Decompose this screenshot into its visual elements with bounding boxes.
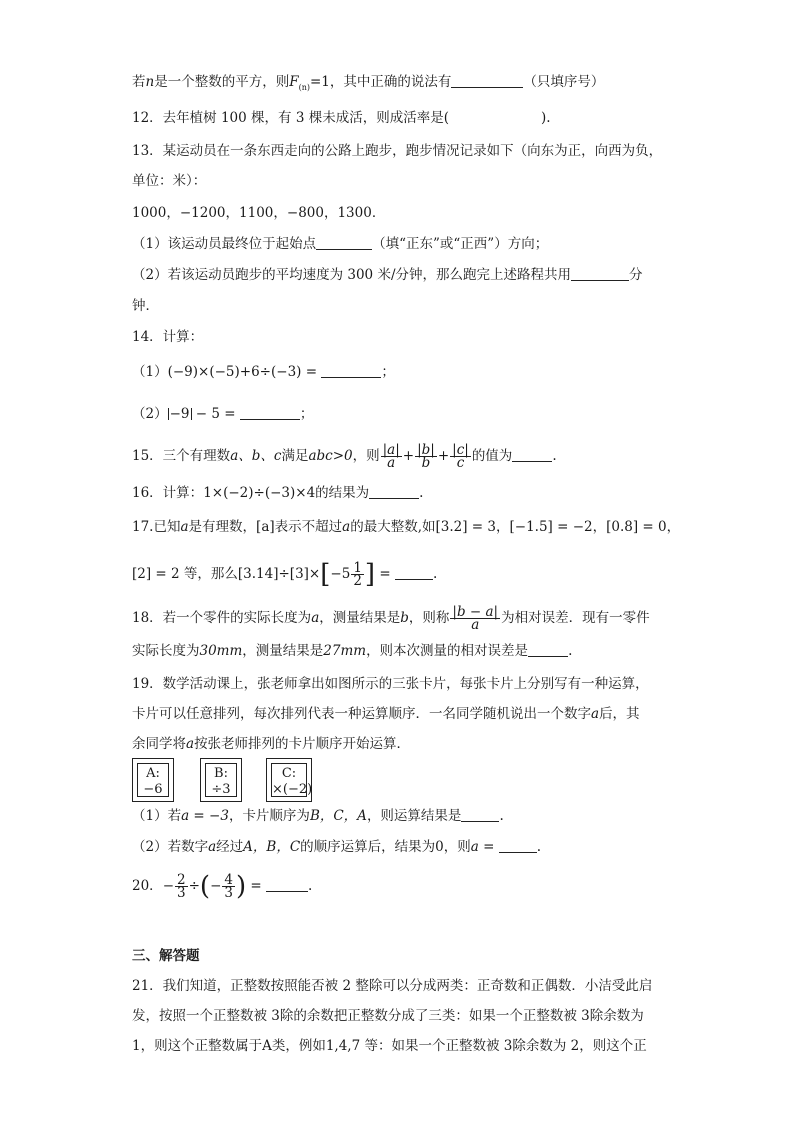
question-21-line2: 发，按照一个正整数被 3除的余数把正整数分成了三类：如果一个正整数被 3除余数为: [132, 1008, 644, 1024]
answer-blank[interactable]: [528, 642, 568, 657]
answer-blank[interactable]: [369, 484, 419, 499]
question-19-line2: 卡片可以任意排列，每次排列代表一种运算顺序．一名同学随机说出一个数字a后，其: [132, 706, 640, 722]
question-13-line1: 13．某运动员在一条东西走向的公路上跑步，跑步情况记录如下（向东为正，向西为负，: [132, 143, 663, 159]
question-21-line1: 21．我们知道，正整数按照能否被 2 整除可以分成两类：正奇数和正偶数．小洁受此启: [132, 978, 653, 994]
question-14-part2: （2） −9 − 5 = ；: [132, 406, 314, 422]
fraction-relative-error: $\frac{|b - a|}{a}$: [452, 604, 499, 633]
card-c: C: ×(−2): [266, 758, 312, 802]
section-heading: 三、解答题: [132, 948, 200, 964]
answer-blank[interactable]: [395, 565, 433, 580]
question-17-line1: 17.已知a是有理数，[a]表示不超过a的最大整数,如[3.2] = 3，[−1.5] = −2，[0.8] = 0，: [132, 519, 681, 535]
answer-blank[interactable]: [512, 447, 552, 462]
question-20: 20．− $\frac{2}{3}$ ÷(− $\frac{4}{3}$ ) = .: [132, 871, 313, 902]
answer-blank[interactable]: [266, 877, 308, 892]
card-b: B: ÷3: [200, 758, 242, 802]
question-19-line3: 余同学将a按张老师排列的卡片顺序开始运算．: [132, 736, 411, 752]
question-12: 12．去年植树 100 棵，有 3 棵未成活，则成活率是( ).: [132, 110, 551, 126]
question-13-part1: （1）该运动员最终位于起始点 （填“正东”或“正西”）方向；: [132, 236, 549, 252]
answer-blank[interactable]: [499, 838, 537, 853]
question-15: 15．三个有理数a、b、c满足abc>0，则 $\frac{|a|}{a}$ + $\frac{|b|}{b}$ + $\frac{|c|}{c}$ 的值为 .: [132, 442, 557, 471]
answer-blank[interactable]: [571, 266, 629, 281]
fraction-half: $\frac{1}{2}$: [353, 560, 362, 589]
fraction-b: $\frac{|b|}{b}$: [417, 442, 435, 471]
answer-blank[interactable]: [461, 807, 499, 822]
question-19-line1: 19．数学活动课上，张老师拿出如图所示的三张卡片，每张卡片上分别写有一种运算，: [132, 676, 649, 692]
question-18-line2: 实际长度为30mm，测量结果是27mm，则本次测量的相对误差是 .: [132, 643, 573, 659]
answer-blank[interactable]: [316, 235, 372, 250]
question-13-line2: 单位：米）：: [132, 173, 207, 189]
question-14-title: 14．计算：: [132, 329, 204, 345]
fraction-c: $\frac{|c|}{c}$: [452, 442, 469, 471]
answer-blank[interactable]: [240, 405, 300, 420]
answer-blank[interactable]: [321, 363, 381, 378]
question-13-data: 1000，−1200，1100，−800，1300．: [132, 205, 386, 221]
question-13-part2: （2）若该运动员跑步的平均速度为 300 米/分钟，那么跑完上述路程共用 分: [132, 267, 643, 283]
question-19-part1: （1）若a = −3，卡片顺序为B，C，A，则运算结果是 .: [132, 808, 504, 824]
question-17-line2: [2] = 2 等，那么[3.14]÷[3]×[−5 $\frac{1}{2}$ ] = .: [132, 559, 438, 590]
answer-blank[interactable]: [451, 73, 523, 88]
question-14-part1: （1）(−9)×(−5)+6÷(−3) = ；: [132, 364, 395, 380]
question-21-line3: 1，则这个正整数属于A类，例如1,4,7 等：如果一个正整数被 3除余数为 2，则这个正: [132, 1038, 647, 1054]
fraction-a: $\frac{|a|}{a}$: [382, 442, 400, 471]
fraction-two-thirds: $\frac{2}{3}$: [177, 872, 186, 901]
card-a: A: −6: [132, 758, 174, 802]
question-13-part2-end: 钟．: [132, 298, 159, 314]
question-19-part2: （2）若数字a经过A，B，C的顺序运算后，结果为0，则a = .: [132, 839, 541, 855]
fraction-four-thirds: $\frac{4}{3}$: [224, 872, 233, 901]
question-16: 16．计算：1×(−2)÷(−3)×4的结果为 .: [132, 485, 424, 501]
q11-tail: 若n是一个整数的平方，则$F_{(n)}=1$，其中正确的说法有 （只填序号）: [132, 74, 605, 92]
question-18-line1: 18．若一个零件的实际长度为a，测量结果是b，则称 $\frac{|b - a|}{a}$ 为相对误差．现有一零件: [132, 604, 650, 633]
